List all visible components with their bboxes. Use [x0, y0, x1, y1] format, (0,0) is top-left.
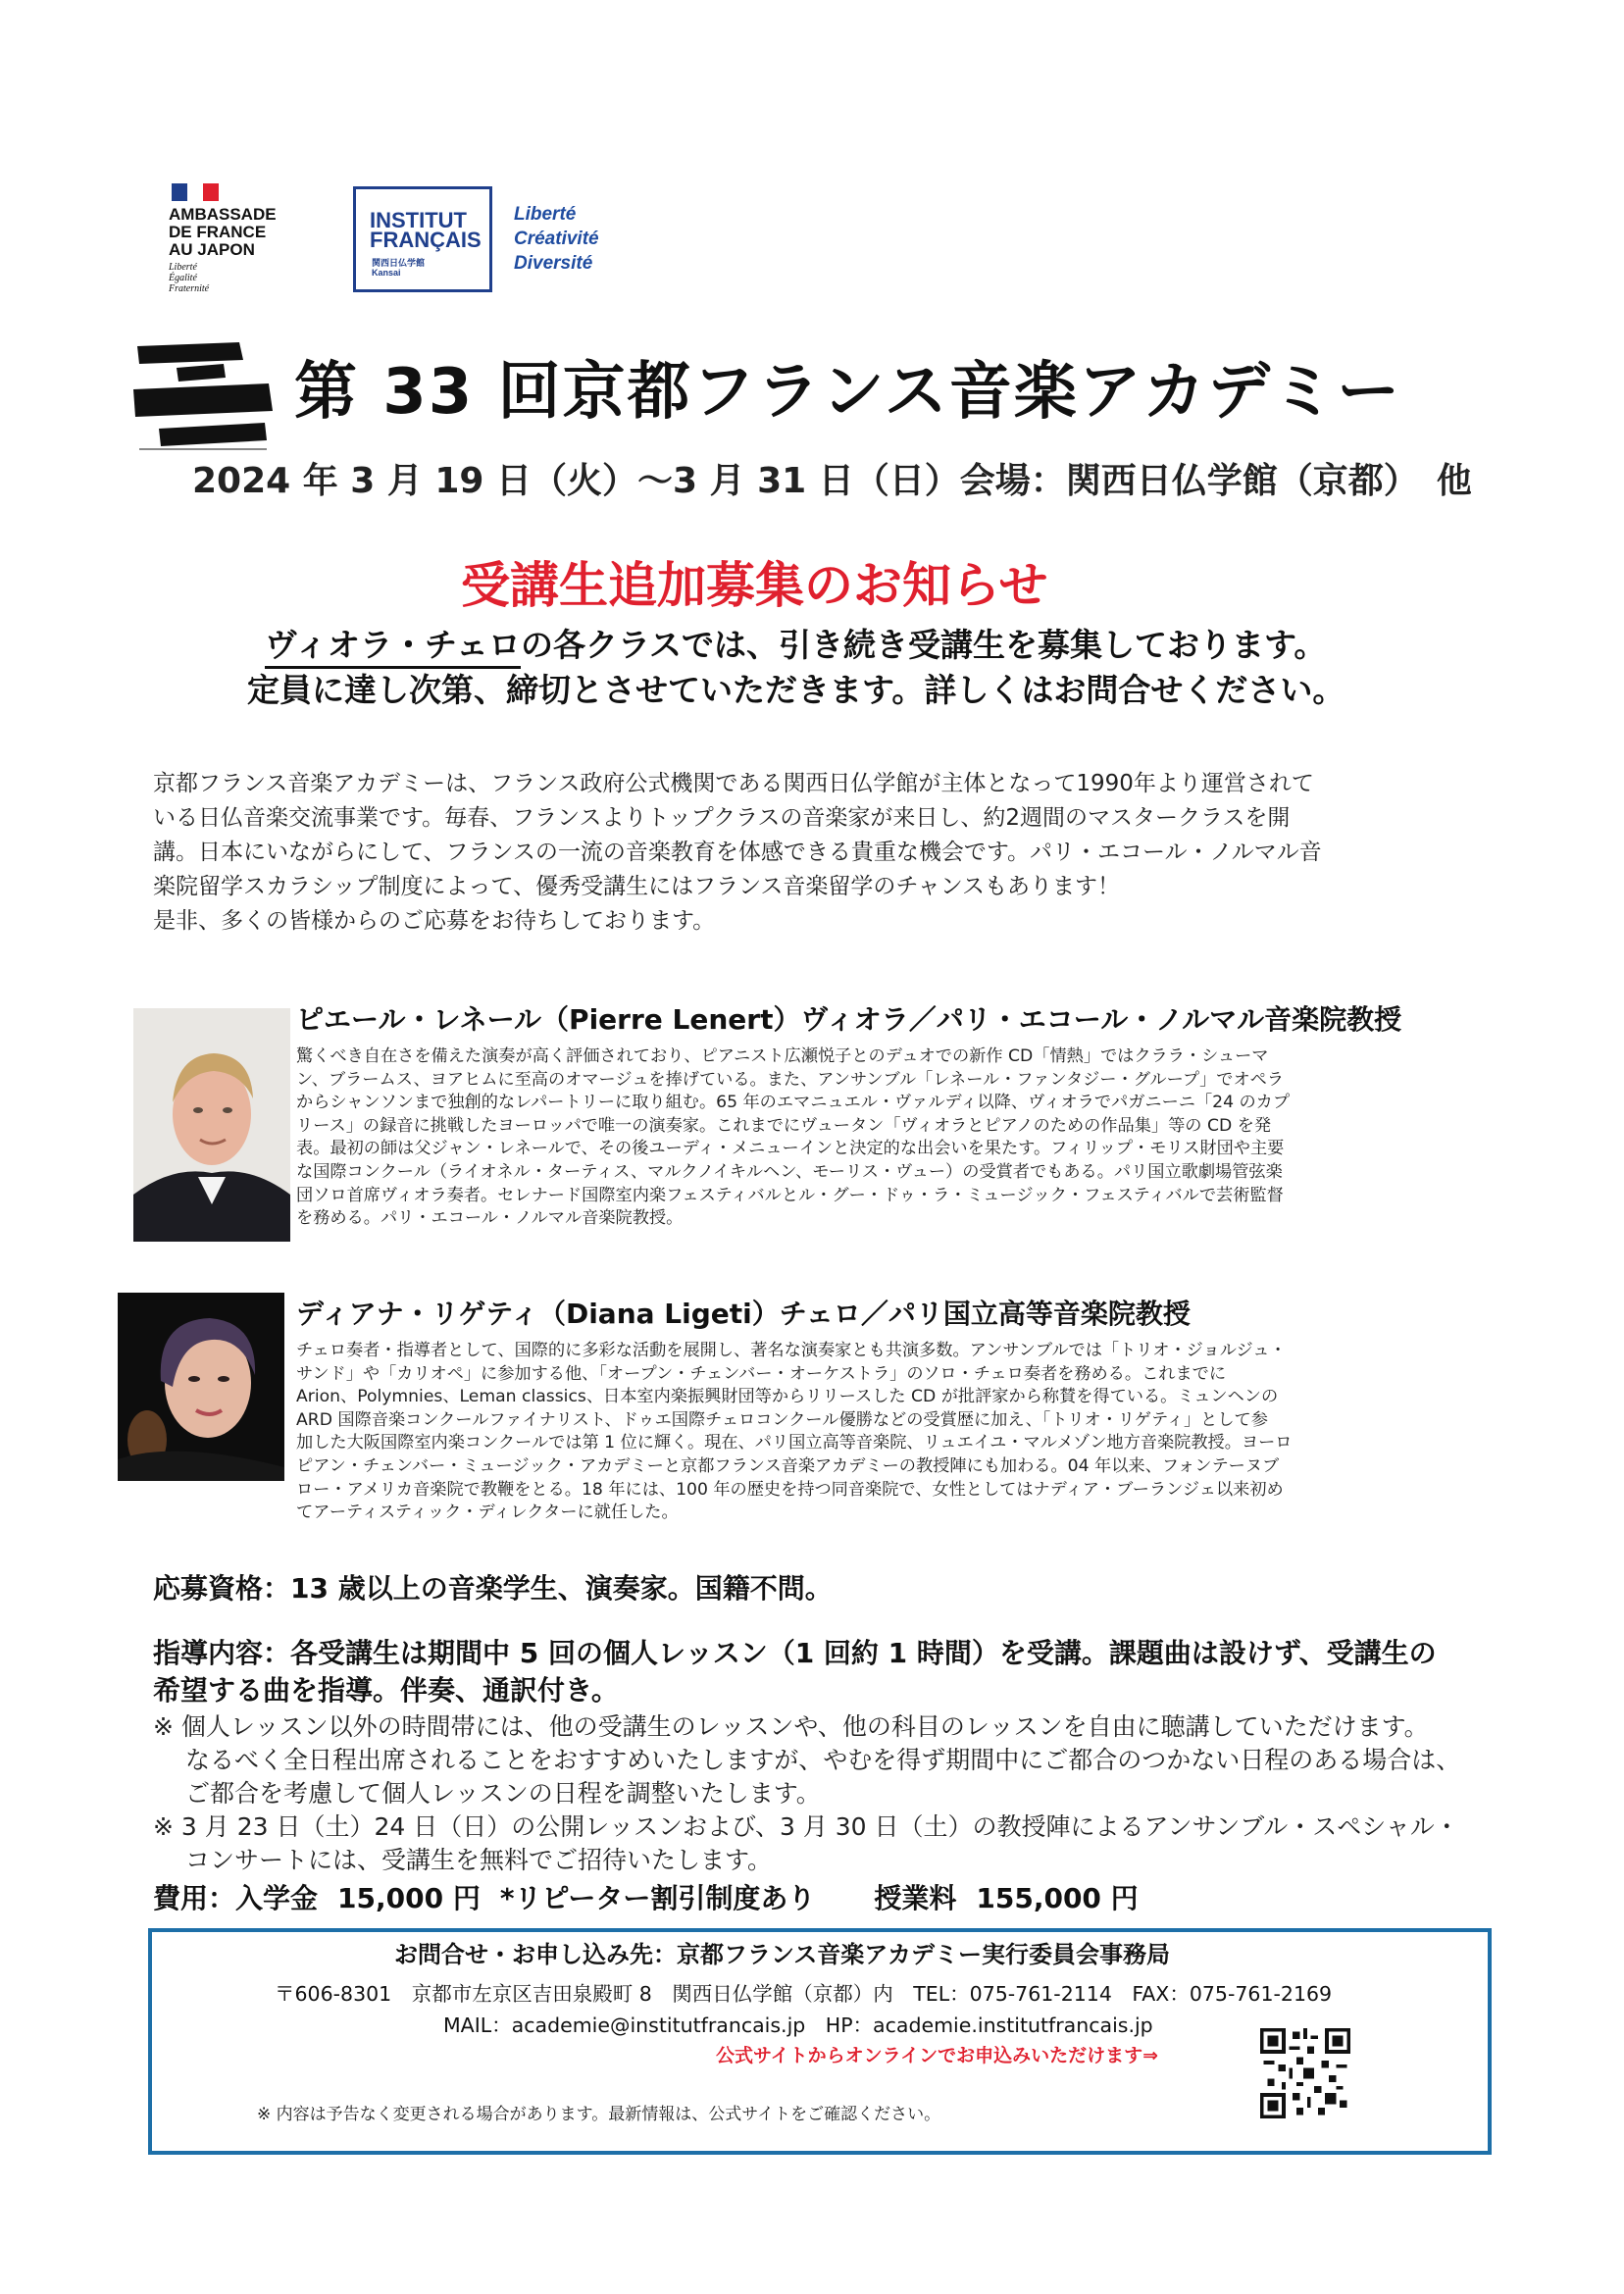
event-dates: 2024 年 3 月 19 日（火）～3 月 31 日（日）会場：関西日仏学館（京都） 他: [192, 461, 1472, 501]
intro-line: 京都フランス音楽アカデミーは、フランス政府公式機関である関西日仏学館が主体となって1990年より運営されて: [153, 771, 1314, 796]
teacher-name: ディアナ・リゲティ（Diana Ligeti）チェロ／パリ国立高等音楽院教授: [296, 1298, 1191, 1330]
notice-line-1: [265, 624, 1326, 667]
notice-heading: 受講生追加募集のお知らせ: [461, 557, 1048, 614]
bio-line: サンド」や「カリオペ」に参加する他、「オープン・チェンバー・オーケストラ」のソロ・チェロ奏者を務める。これまでに: [296, 1363, 1227, 1384]
embassy-logo: [169, 206, 306, 294]
institut-name: FRANÇAIS: [370, 228, 482, 252]
teacher-bio: [296, 1340, 1292, 1525]
fee-tuition: 155,000 円: [976, 1882, 1139, 1914]
value-item: Diversité: [514, 253, 593, 274]
institut-sub: Kansai: [372, 268, 401, 278]
note-line: ご都合を考慮して個人レッスンの日程を調整いたします。: [153, 1779, 821, 1808]
bio-line: からシャンソンまで独創的なレパートリーに取り組む。65 年のエマニュエル・ヴァルディ以降、ヴィオラでパガニーニ「24 のカプ: [296, 1093, 1291, 1113]
bio-line: 表。最初の師は父ジャン・レネールで、その後ユーディ・メニューインと決定的な出会いを果たす。フィリップ・モリス財団や主要: [296, 1139, 1285, 1159]
contact-footnote: ※ 内容は予告なく変更される場合があります。最新情報は、公式サイトをご確認ください。: [257, 2105, 941, 2124]
teacher-photo-lenert: [133, 1008, 290, 1242]
fee-entry: 15,000 円: [337, 1882, 481, 1914]
bio-line: 驚くべき自在さを備えた演奏が高く評価されており、ピアニスト広瀬悦子とのデュオでの新作 CD「情熱」ではクララ・シューマ: [296, 1046, 1269, 1066]
note-line: ※ 3 月 23 日（土）24 日（日）の公開レッスンおよび、3 月 30 日（土）の教授陣によるアンサンブル・スペシャル・: [153, 1812, 1459, 1841]
bio-line: てアーティスティック・ディレクターに就任した。: [296, 1503, 679, 1523]
page-title: 第 33 回京都フランス音楽アカデミー: [294, 356, 1402, 429]
intro-line: いる日仏音楽交流事業です。毎春、フランスよりトップクラスの音楽家が来日し、約2週間のマスタークラスを開: [153, 805, 1291, 831]
intro-paragraph: [153, 767, 1493, 939]
teacher-bio: [296, 1045, 1290, 1231]
french-flag-icon: [172, 183, 219, 201]
value-item: Créativité: [514, 229, 599, 249]
bio-line: を務める。パリ・エコール・ノルマル音楽院教授。: [296, 1208, 684, 1229]
eligibility: 応募資格：13 歳以上の音楽学生、演奏家。国籍不問。: [153, 1572, 833, 1605]
bio-line: ロー・アメリカ音楽院で教鞭をとる。18 年には、100 年の歴史を持つ同音楽院で、女性としてはナディア・ブーランジェ以来初め: [296, 1479, 1284, 1500]
embassy-line: AMBASSADE: [169, 205, 277, 224]
notice-line-1-rest: の各クラスでは、引き続き受講生を募集しております。: [521, 626, 1327, 664]
contact-mail[interactable]: MAIL：academie@institutfrancais.jp HP：academie.institutfrancais.jp: [443, 2014, 1153, 2037]
note-line: コンサートには、受講生を無料でご招待いたします。: [153, 1846, 772, 1874]
notice-underlined: ヴィオラ・チェロ: [265, 626, 521, 669]
embassy-motto: Fraternité: [169, 283, 210, 294]
value-item: Liberté: [514, 204, 577, 225]
academy-logo: [129, 338, 277, 456]
fee-label: 費用：入学金: [153, 1882, 319, 1914]
embassy-motto: Égalité: [169, 273, 197, 283]
notice-line-2: 定員に達し次第、締切とさせていただきます。詳しくはお問合せください。: [247, 671, 1345, 709]
teacher-name: ピエール・レネール（Pierre Lenert）ヴィオラ／パリ・エコール・ノルマル音楽院教授: [296, 1003, 1402, 1036]
intro-line: 講。日本にいながらにして、フランスの一流の音楽教育を体感できる貴重な機会です。パリ・エコール・ノルマル音: [153, 840, 1322, 865]
teacher-photo-ligeti: [118, 1293, 284, 1481]
embassy-motto: Liberté: [169, 262, 197, 273]
bio-line: リース」の録音に挑戦したヨーロッパで唯一の演奏家。これまでにヴュータン「ヴィオラとピアノのための作品集」等の CD を発: [296, 1115, 1272, 1136]
bio-line: ピアン・チェンバー・ミュージック・アカデミーと京都フランス音楽アカデミーの教授陣にも加わる。04 年以来、フォンテーヌブ: [296, 1455, 1280, 1476]
lesson-content: 希望する曲を指導。伴奏、通訳付き。: [153, 1674, 619, 1707]
bio-line: ン、ブラームス、ヨアヒムに至高のオマージュを捧げている。また、アンサンブル「レネール・ファンタジー・グループ」でオペラ: [296, 1069, 1285, 1090]
fees: [153, 1879, 1158, 1918]
qr-code-icon[interactable]: [1260, 2028, 1350, 2118]
intro-line: 是非、多くの皆様からのご応募をお待ちしております。: [153, 908, 716, 934]
intro-line: 楽院留学スカラシップ制度によって、優秀受講生にはフランス音楽留学のチャンスもあります！: [153, 874, 1121, 899]
institut-values: [514, 202, 599, 276]
bio-line: な国際コンクール（ライオネル・ターティス、マルクノイキルヘン、モーリス・ヴュー）の受賞者でもある。パリ国立歌劇場管弦楽: [296, 1161, 1283, 1182]
embassy-line: AU JAPON: [169, 240, 255, 259]
bio-line: 加した大阪国際室内楽コンクールでは第 1 位に輝く。現在、パリ国立高等音楽院、リュエイユ・マルメゾン地方音楽院教授。ヨーロ: [296, 1433, 1293, 1453]
bio-line: Arion、Polymnies、Leman classics、日本室内楽振興財団等からリリースした CD が批評家から称賛を得ている。ミュンヘンの: [296, 1387, 1279, 1407]
online-apply-link[interactable]: 公式サイトからオンラインでお申込みいただけます⇒: [716, 2045, 1159, 2066]
embassy-line: DE FRANCE: [169, 223, 267, 241]
bio-line: チェロ奏者・指導者として、国際的に多彩な活動を展開し、著名な演奏家とも共演多数。アンサンブルでは「トリオ・ジョルジュ・: [296, 1341, 1287, 1360]
bio-line: 団ソロ首席ヴィオラ奏者。セレナード国際室内楽フェスティバルとル・グー・ドゥ・ラ・ミュージック・フェスティバルで芸術監督: [296, 1185, 1284, 1205]
fee-repeater-note: *リピーター割引制度あり: [499, 1882, 816, 1914]
lesson-content: 指導内容：各受講生は期間中 5 回の個人レッスン（1 回約 1 時間）を受講。課題曲は設けず、受講生の: [153, 1637, 1437, 1669]
institut-francais-logo: [353, 186, 492, 292]
contact-title: お問合せ・お申し込み先：京都フランス音楽アカデミー実行委員会事務局: [394, 1941, 1171, 1968]
bio-line: ARD 国際音楽コンクールファイナリスト、ドゥエ国際チェロコンクール優勝などの受賞歴に加え、「トリオ・リゲティ」として参: [296, 1409, 1268, 1430]
note-line: ※ 個人レッスン以外の時間帯には、他の受講生のレッスンや、他の科目のレッスンを自由に聴講していただけます。: [153, 1712, 1429, 1741]
note-line: なるべく全日程出席されることをおすすめいたしますが、やむを得ず期間中にご都合のつかない日程のある場合は、: [153, 1746, 1461, 1774]
institut-name: INSTITUT: [370, 208, 467, 232]
contact-address: 〒606-8301 京都市左京区吉田泉殿町 8 関西日仏学館（京都）内 TEL：075-761-2114 FAX：075-761-2169: [275, 1982, 1333, 2006]
fee-tuition-label: 授業料: [874, 1882, 957, 1914]
institut-sub: 関西日仏学館: [372, 258, 426, 268]
